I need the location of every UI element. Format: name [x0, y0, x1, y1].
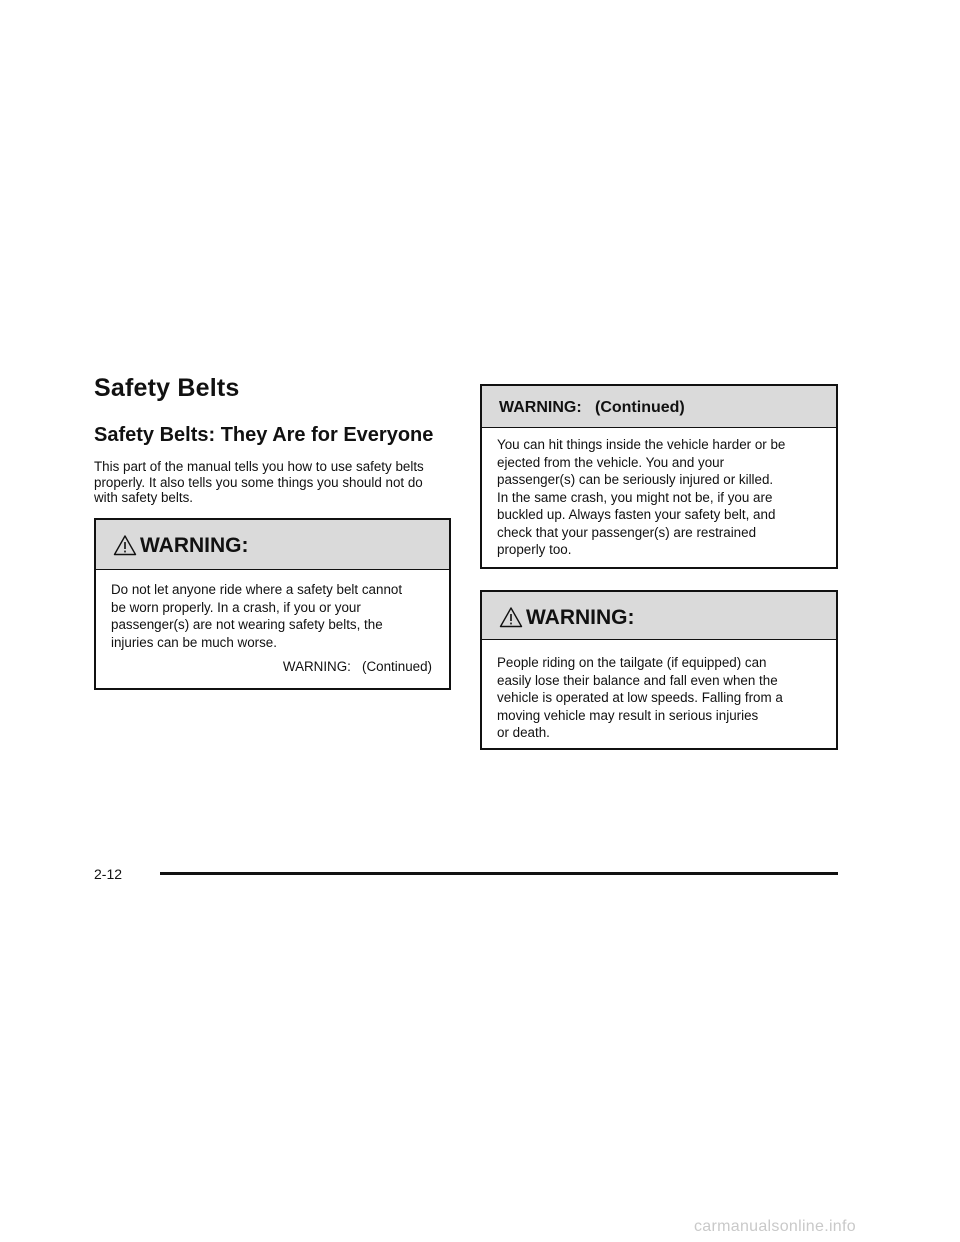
- warning-line: passenger(s) are not wearing safety belts, the: [111, 617, 383, 633]
- continued-label: WARNING: (Continued): [282, 659, 432, 674]
- warning-header: [482, 592, 836, 640]
- warning-line: People riding on the tailgate (if equipped) can: [497, 655, 767, 670]
- warning-line: ejected from the vehicle. You and your: [497, 454, 725, 470]
- warning-box-safety-belt: [94, 518, 451, 690]
- subsection-title: Safety Belts: They Are for Everyone: [94, 424, 434, 446]
- warning-title: WARNING: (Continued): [499, 399, 685, 416]
- footer-rule: [160, 872, 838, 875]
- warning-box-continued: [480, 384, 838, 569]
- watermark-text: carmanualsonline.info: [694, 1218, 856, 1235]
- warning-line: easily lose their balance and fall even when the: [497, 672, 778, 688]
- page-number: 2-12: [94, 866, 123, 882]
- warning-line: passenger(s) can be seriously injured or killed.: [497, 472, 774, 487]
- warning-triangle-icon: [499, 606, 523, 633]
- warning-body: [497, 436, 827, 559]
- warning-triangle-icon: [113, 534, 137, 561]
- warning-line: check that your passenger(s) are restrained: [497, 524, 757, 540]
- section-title: Safety Belts: [94, 374, 240, 402]
- warning-line: properly too.: [497, 542, 572, 557]
- warning-body: [111, 581, 441, 651]
- warning-line: or death.: [497, 725, 550, 740]
- warning-box-tailgate: [480, 590, 838, 750]
- warning-title: WARNING:: [526, 606, 635, 629]
- intro-paragraph: This part of the manual tells you how to use safety belts properly. It also tells you some things you should not do with safety belts.: [94, 459, 424, 505]
- warning-line: You can hit things inside the vehicle harder or be: [497, 437, 786, 452]
- warning-body: [497, 654, 827, 742]
- warning-line: vehicle is operated at low speeds. Falling from a: [497, 690, 783, 705]
- warning-line: injuries can be much worse.: [111, 634, 277, 650]
- warning-header: [482, 386, 836, 428]
- warning-line: buckled up. Always fasten your safety belt, and: [497, 507, 776, 522]
- warning-header: [96, 520, 449, 570]
- warning-line: be worn properly. In a crash, if you or your: [111, 599, 361, 615]
- warning-line: Do not let anyone ride where a safety belt cannot: [111, 582, 403, 597]
- warning-title: WARNING:: [140, 534, 249, 557]
- warning-line: moving vehicle may result in serious injuries: [497, 707, 759, 723]
- warning-line: In the same crash, you might not be, if you are: [497, 489, 773, 505]
